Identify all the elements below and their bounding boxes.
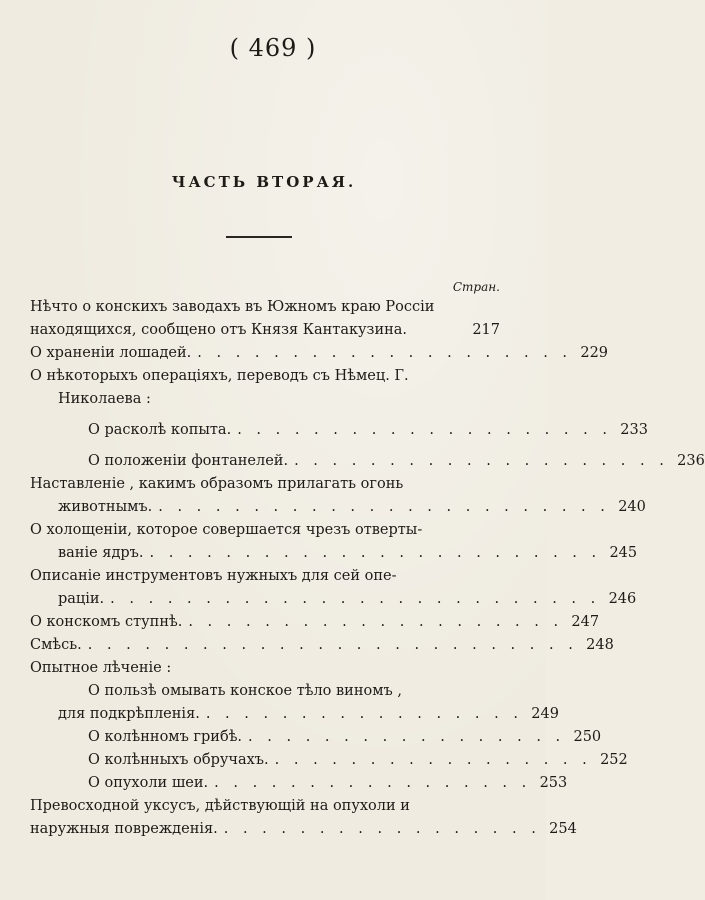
toc-entry-line: [30, 388, 500, 411]
toc-page-number: 249: [531, 706, 559, 722]
toc-entry-line: [30, 588, 637, 611]
toc-entry-line: [30, 342, 609, 365]
toc-entry-text: ваніе ядръ.: [58, 545, 144, 561]
toc-entry-text: находящихся, сообщено отъ Князя Кантакузина.: [30, 322, 408, 338]
toc-entry-text: О конскомъ ступнѣ.: [30, 614, 183, 630]
toc-entry-text: раціи.: [58, 591, 105, 607]
leader-dots: . . . . . . . . . . . . . . . . . . . . . . . . . .: [110, 591, 601, 607]
leader-dots: . . . . . . . . . . . . . . . . .: [223, 821, 541, 837]
leader-dots: . . . . . . . . . . . . . . . . . . . .: [188, 614, 564, 630]
toc-entry-line: [30, 680, 500, 703]
toc-page-number: 247: [571, 614, 600, 630]
leader-dots: . . . . . . . . . . . . . . . . . . . . . . . . . .: [87, 637, 578, 653]
leader-dots: . . . . . . . . . . . . . . . . . . . .: [237, 422, 612, 438]
part-title: ЧАСТЬ ВТОРАЯ.: [171, 173, 357, 191]
toc-entry-text: Смѣсь.: [30, 637, 82, 653]
leader-dots: . . . . . . . . . . . . . . . . .: [248, 729, 566, 745]
toc-entry-line: [30, 496, 646, 519]
toc-entry-text: Николаева :: [58, 391, 151, 407]
toc-entry-text: Наставленіе , какимъ образомъ прилагать огонь: [30, 476, 404, 492]
toc-entry-line: [30, 519, 500, 542]
toc-entry-text: О колѣнныхъ обручахъ.: [88, 752, 269, 768]
toc-page-number: 253: [539, 775, 568, 791]
toc-entry-text: наружныя поврежденія.: [30, 821, 218, 837]
toc-entry-text: О холощеніи, которое совершается чрезъ отверты-: [30, 522, 423, 538]
toc-page-number: 252: [600, 752, 628, 768]
toc-entry-text: Нѣчто о конскихъ заводахъ въ Южномъ краю Россіи: [30, 299, 435, 315]
toc-entry-line: [30, 450, 705, 473]
toc-page-number: 233: [620, 422, 648, 438]
toc-entry-text: О опухоли шеи.: [88, 775, 209, 791]
page-column-label: Стран.: [452, 280, 500, 294]
toc-entry-line: [30, 542, 638, 565]
toc-entry-line: [30, 419, 648, 442]
toc-entry-line: [30, 795, 500, 818]
toc-entry-text: Опытное лѣченіе :: [30, 660, 172, 676]
toc-page-number: 245: [609, 545, 638, 561]
toc-page-number: 240: [618, 499, 646, 515]
leader-dots: . . . . . . . . . . . . . . . . .: [274, 752, 592, 768]
leader-dots: . . . . . . . . . . . . . . . . . . . .: [294, 453, 669, 469]
toc-page-number: 250: [573, 729, 602, 745]
leader-dots: . . . . . . . . . . . . . . . . . . . . . . . .: [149, 545, 602, 561]
toc-page-number: 236: [677, 453, 705, 469]
toc-entry-line: [30, 611, 600, 634]
toc-entry-line: [30, 473, 500, 496]
toc-entry-line: [30, 818, 577, 841]
toc-entry-line: [30, 296, 500, 319]
toc-page-number: 217: [472, 322, 500, 338]
toc-entry-text: О нѣкоторыхъ операціяхъ, переводъ съ Нѣмец. Г.: [30, 368, 409, 384]
table-of-contents: [30, 296, 705, 841]
toc-entry-text: для подкрѣпленія.: [58, 706, 200, 722]
toc-entry-line: [30, 565, 500, 588]
toc-entry-line: [30, 749, 628, 772]
toc-entry-line: [30, 319, 500, 342]
toc-page-number: 246: [608, 591, 637, 607]
toc-entry-text: О положеніи фонтанелей.: [88, 453, 289, 469]
toc-page-number: 229: [580, 345, 609, 361]
toc-entry-line: [30, 772, 568, 795]
toc-entry-text: Превосходной уксусъ, дѣйствующій на опухоли и: [30, 798, 410, 814]
toc-page-number: 254: [549, 821, 577, 837]
leader-dots: . . . . . . . . . . . . . . . . . . . .: [197, 345, 573, 361]
toc-entry-text: животнымъ.: [58, 499, 153, 515]
toc-entry-line: [30, 726, 602, 749]
toc-entry-line: [30, 634, 614, 657]
leader-dots: . . . . . . . . . . . . . . . . .: [205, 706, 523, 722]
toc-entry-text: О храненіи лошадей.: [30, 345, 192, 361]
toc-entry-text: Описаніе инструментовъ нужныхъ для сей опе-: [30, 568, 397, 584]
toc-entry-line: [30, 365, 500, 388]
divider-rule: [226, 236, 292, 238]
toc-entry-line: [30, 703, 559, 726]
toc-page-number: 248: [586, 637, 614, 653]
toc-entry-text: О пользѣ омывать конское тѣло виномъ ,: [88, 683, 402, 699]
toc-entry-text: О расколѣ копыта.: [88, 422, 232, 438]
page-number: ( 469 ): [229, 34, 317, 62]
toc-entry-line: [30, 657, 500, 680]
leader-dots: . . . . . . . . . . . . . . . . . . . . . . . .: [158, 499, 610, 515]
leader-dots: . . . . . . . . . . . . . . . . .: [214, 775, 532, 791]
toc-entry-text: О колѣнномъ грибѣ.: [88, 729, 243, 745]
